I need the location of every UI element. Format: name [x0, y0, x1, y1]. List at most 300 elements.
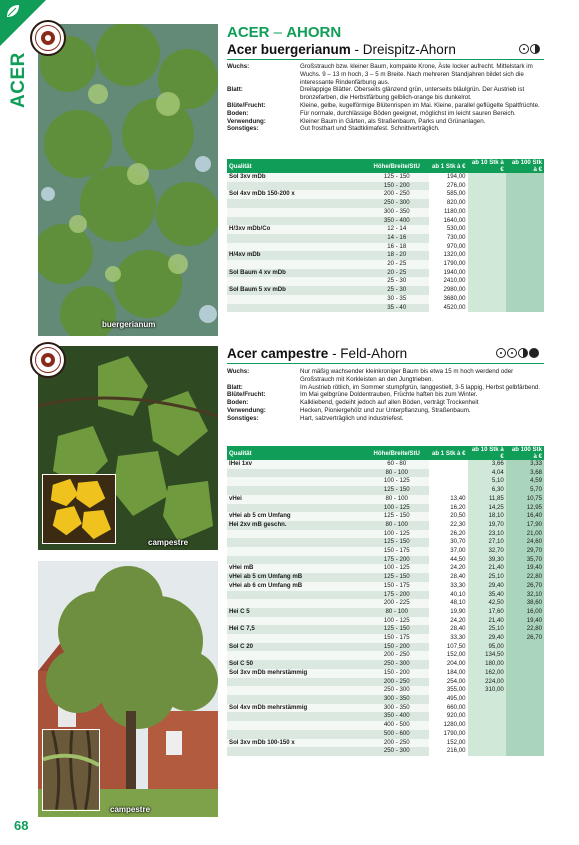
price-1-cell: 28,40: [429, 573, 467, 582]
price-10-cell: 17,60: [468, 608, 506, 617]
price-100-cell: 35,70: [506, 556, 544, 565]
table-row: [227, 260, 544, 269]
price-100-cell: 24,60: [506, 538, 544, 547]
table-row: [227, 608, 544, 617]
quality-cell: vHei: [227, 495, 364, 504]
price-1-cell: 20,50: [429, 512, 467, 521]
quality-cell: Sol 3xv mDb: [227, 173, 364, 182]
table-row: [227, 182, 544, 191]
price-10-cell: [468, 721, 506, 730]
size-cell: 20 - 25: [364, 269, 429, 278]
quality-cell: [227, 504, 364, 513]
half-shade-icon: [518, 348, 528, 358]
price-10-cell: 27,10: [468, 538, 506, 547]
genus-separator: –: [269, 24, 287, 41]
table-row: [227, 573, 544, 582]
quality-cell: [227, 217, 364, 226]
price-1-cell: 4520,00: [429, 304, 467, 313]
description-row: [227, 391, 544, 399]
price-100-cell: [506, 643, 544, 652]
table-row: [227, 512, 544, 521]
price-1-cell: 1790,00: [429, 730, 467, 739]
price-1-cell: 276,00: [429, 182, 467, 191]
quality-cell: [227, 530, 364, 539]
table-row: [227, 660, 544, 669]
price-100-cell: 5,70: [506, 486, 544, 495]
price-1-cell: 22,30: [429, 521, 467, 530]
description-text: Kalkliebend, gedeiht jedoch auf allen Böden, verträgt Trockenheit: [300, 399, 479, 407]
species-name: Acer buergerianum: [227, 42, 351, 57]
price-100-cell: [506, 739, 544, 748]
size-cell: 150 - 200: [364, 669, 429, 678]
size-cell: 14 - 16: [364, 234, 429, 243]
table-row: [227, 286, 544, 295]
quality-cell: [227, 477, 364, 486]
price-10-cell: [468, 269, 506, 278]
price-1-cell: 1280,00: [429, 721, 467, 730]
quality-cell: Sol 4xv mDb 150-200 x: [227, 190, 364, 199]
quality-cell: Sol 4xv mDb mehrstämmig: [227, 704, 364, 713]
table-row: [227, 695, 544, 704]
quality-cell: [227, 277, 364, 286]
quality-cell: vHei ab 5 cm Umfang: [227, 512, 364, 521]
price-10-cell: [468, 243, 506, 252]
table-row: [227, 686, 544, 695]
price-100-cell: [506, 704, 544, 713]
size-cell: 80 - 100: [364, 469, 429, 478]
price-1-cell: 40,10: [429, 591, 467, 600]
price-100-cell: [506, 695, 544, 704]
description-label: Blüte/Frucht:: [227, 391, 266, 399]
quality-cell: Sol Baum 4 xv mDb: [227, 269, 364, 278]
price-1-cell: 2980,00: [429, 286, 467, 295]
description-row: [227, 399, 544, 407]
table-row: [227, 739, 544, 748]
price-1-cell: 37,00: [429, 547, 467, 556]
quality-cell: [227, 208, 364, 217]
quality-cell: [227, 182, 364, 191]
quality-cell: [227, 730, 364, 739]
price-100-cell: 19,40: [506, 617, 544, 626]
size-cell: 100 - 125: [364, 530, 429, 539]
price-100-cell: [506, 234, 544, 243]
description-block: [227, 63, 544, 133]
size-cell: 80 - 100: [364, 521, 429, 530]
photo-buergerianum: [38, 24, 218, 336]
size-cell: 125 - 150: [364, 486, 429, 495]
price-1-cell: 730,00: [429, 234, 467, 243]
price-100-cell: 3,33: [506, 460, 544, 469]
table-row: [227, 225, 544, 234]
description-row: [227, 63, 544, 86]
sun-icon: [496, 348, 506, 358]
table-row: [227, 217, 544, 226]
description-row: [227, 125, 544, 133]
description-text: Kleiner Baum in Gärten, als Straßenbaum, Parks und Grünanlagen.: [300, 117, 486, 125]
quality-cell: H/3xv mDb/Co: [227, 225, 364, 234]
size-cell: 100 - 125: [364, 617, 429, 626]
table-row: [227, 199, 544, 208]
description-row: [227, 86, 544, 102]
size-cell: 80 - 100: [364, 608, 429, 617]
price-10-cell: [468, 739, 506, 748]
price-100-cell: 3,68: [506, 469, 544, 478]
price-10-cell: 25,10: [468, 573, 506, 582]
size-cell: 350 - 400: [364, 217, 429, 226]
price-10-cell: [468, 747, 506, 756]
col-p10: ab 10 Stk à €: [468, 159, 506, 173]
size-cell: 200 - 250: [364, 678, 429, 687]
price-10-cell: [468, 225, 506, 234]
table-row: [227, 730, 544, 739]
description-block: [227, 368, 544, 423]
description-row: [227, 368, 544, 384]
species-title: [227, 346, 407, 361]
description-row: [227, 407, 544, 415]
price-100-cell: 17,90: [506, 521, 544, 530]
price-10-cell: 25,10: [468, 625, 506, 634]
price-1-cell: 585,00: [429, 190, 467, 199]
price-1-cell: 920,00: [429, 712, 467, 721]
description-row: [227, 102, 544, 110]
photo-caption: campestre: [148, 538, 189, 547]
sun-icon: [519, 44, 529, 54]
page-number: 68: [14, 818, 29, 833]
quality-cell: [227, 651, 364, 660]
price-10-cell: [468, 260, 506, 269]
price-1-cell: 204,00: [429, 660, 467, 669]
price-100-cell: 16,00: [506, 608, 544, 617]
description-label: Wuchs:: [227, 368, 250, 375]
size-cell: 125 - 150: [364, 538, 429, 547]
price-100-cell: 4,59: [506, 477, 544, 486]
col-quality: Qualität: [227, 446, 364, 460]
price-1-cell: 19,90: [429, 608, 467, 617]
size-cell: 150 - 200: [364, 643, 429, 652]
size-cell: 25 - 30: [364, 286, 429, 295]
price-10-cell: [468, 712, 506, 721]
quality-cell: [227, 469, 364, 478]
price-10-cell: 23,10: [468, 530, 506, 539]
price-10-cell: 134,50: [468, 651, 506, 660]
col-p1: ab 1 Stk à €: [429, 446, 467, 460]
price-1-cell: 1180,00: [429, 208, 467, 217]
price-100-cell: [506, 277, 544, 286]
quality-cell: [227, 547, 364, 556]
price-10-cell: 180,00: [468, 660, 506, 669]
price-100-cell: [506, 243, 544, 252]
description-label: Blatt:: [227, 383, 243, 391]
size-cell: 500 - 600: [364, 730, 429, 739]
description-text: Im Austrieb rötlich, im Sommer stumpfgrün, langgestielt, 3-5 lappig, Herbst gelbfärbend.: [300, 383, 541, 391]
size-cell: 200 - 225: [364, 599, 429, 608]
price-1-cell: [429, 469, 467, 478]
price-10-cell: [468, 173, 506, 182]
size-cell: 100 - 125: [364, 564, 429, 573]
quality-cell: [227, 243, 364, 252]
price-100-cell: [506, 669, 544, 678]
side-label: [8, 48, 32, 108]
quality-cell: [227, 591, 364, 600]
size-cell: 250 - 300: [364, 660, 429, 669]
size-cell: 30 - 35: [364, 295, 429, 304]
price-100-cell: 10,75: [506, 495, 544, 504]
price-10-cell: [468, 295, 506, 304]
size-cell: 150 - 175: [364, 634, 429, 643]
price-1-cell: 16,20: [429, 504, 467, 513]
table-row: [227, 704, 544, 713]
price-10-cell: [468, 208, 506, 217]
size-cell: 350 - 400: [364, 712, 429, 721]
price-10-cell: [468, 190, 506, 199]
price-100-cell: 26,70: [506, 582, 544, 591]
table-row: [227, 495, 544, 504]
col-size: Höhe/Breite/StU: [364, 159, 429, 173]
size-cell: 100 - 125: [364, 504, 429, 513]
half-shade-icon: [530, 44, 540, 54]
price-100-cell: 16,40: [506, 512, 544, 521]
description-label: Sonstiges:: [227, 414, 259, 422]
quality-cell: [227, 686, 364, 695]
table-row: [227, 504, 544, 513]
size-cell: 100 - 125: [364, 477, 429, 486]
size-cell: 250 - 300: [364, 686, 429, 695]
size-cell: 20 - 25: [364, 260, 429, 269]
price-1-cell: 33,30: [429, 634, 467, 643]
quality-cell: Sol 3xv mDb 100-150 x: [227, 739, 364, 748]
description-label: Boden:: [227, 109, 249, 117]
price-1-cell: 24,20: [429, 617, 467, 626]
col-p10: ab 10 Stk à €: [468, 446, 506, 460]
table-row: [227, 538, 544, 547]
genus-name: ACER: [227, 24, 270, 41]
price-100-cell: 19,40: [506, 564, 544, 573]
description-label: Blüte/Frucht:: [227, 101, 266, 109]
size-cell: 16 - 18: [364, 243, 429, 252]
quality-cell: vHei ab 6 cm Umfang mB: [227, 582, 364, 591]
price-10-cell: 18,10: [468, 512, 506, 521]
price-100-cell: [506, 304, 544, 313]
table-row: [227, 651, 544, 660]
size-cell: 25 - 30: [364, 277, 429, 286]
price-1-cell: 530,00: [429, 225, 467, 234]
quality-cell: [227, 234, 364, 243]
size-cell: 150 - 175: [364, 547, 429, 556]
quality-cell: [227, 599, 364, 608]
price-1-cell: 48,10: [429, 599, 467, 608]
price-100-cell: [506, 712, 544, 721]
price-100-cell: [506, 730, 544, 739]
description-text: Im Mai gelbgrüne Doldentrauben, Früchte haften bis zum Winter.: [300, 391, 478, 399]
price-100-cell: [506, 286, 544, 295]
table-row: [227, 599, 544, 608]
description-label: Boden:: [227, 399, 249, 407]
price-10-cell: 95,00: [468, 643, 506, 652]
price-100-cell: 26,70: [506, 634, 544, 643]
description-label: Sonstiges:: [227, 125, 259, 133]
table-row: [227, 304, 544, 313]
price-1-cell: 107,50: [429, 643, 467, 652]
price-1-cell: 3680,00: [429, 295, 467, 304]
price-100-cell: [506, 217, 544, 226]
table-row: [227, 295, 544, 304]
price-10-cell: 35,40: [468, 591, 506, 600]
price-100-cell: [506, 295, 544, 304]
quality-cell: Hei 2xv mB geschn.: [227, 521, 364, 530]
quality-cell: [227, 721, 364, 730]
description-text: Hart, salzverträglich und industriefest.: [300, 414, 404, 422]
description-label: Verwendung:: [227, 406, 266, 414]
quality-cell: vHei mB: [227, 564, 364, 573]
size-cell: 125 - 150: [364, 512, 429, 521]
photo-campestre-leaves: [38, 346, 218, 550]
table-row: [227, 208, 544, 217]
price-10-cell: [468, 199, 506, 208]
table-row: [227, 747, 544, 756]
table-row: [227, 721, 544, 730]
price-1-cell: 13,40: [429, 495, 467, 504]
price-10-cell: [468, 217, 506, 226]
price-10-cell: 162,00: [468, 669, 506, 678]
price-100-cell: [506, 225, 544, 234]
price-1-cell: 33,30: [429, 582, 467, 591]
description-row: [227, 415, 544, 423]
quality-cell: [227, 538, 364, 547]
shade-icon: [529, 348, 539, 358]
price-1-cell: 152,00: [429, 739, 467, 748]
price-1-cell: 30,70: [429, 538, 467, 547]
sun-icon: [507, 348, 517, 358]
quality-cell: [227, 617, 364, 626]
species-name: Acer campestre: [227, 346, 329, 361]
price-1-cell: 820,00: [429, 199, 467, 208]
description-text: Gut frosthart und Stadtklimafest. Schnittverträglich.: [300, 125, 440, 133]
price-10-cell: 21,40: [468, 564, 506, 573]
price-1-cell: 24,20: [429, 564, 467, 573]
size-cell: 200 - 250: [364, 739, 429, 748]
price-1-cell: 2410,00: [429, 277, 467, 286]
price-10-cell: [468, 182, 506, 191]
table-row: [227, 643, 544, 652]
table-row: [227, 277, 544, 286]
quality-cell: Sol Baum 5 xv mDb: [227, 286, 364, 295]
description-text: Für normale, durchlässige Böden geeignet, möglichst im leicht sauren Bereich.: [300, 109, 516, 117]
species-title: [227, 42, 456, 57]
price-1-cell: 1640,00: [429, 217, 467, 226]
price-100-cell: [506, 686, 544, 695]
table-row: [227, 460, 544, 469]
photo-caption: campestre: [110, 805, 151, 814]
quality-cell: Sol 3xv mDb mehrstämmig: [227, 669, 364, 678]
quality-cell: lHei 1xv: [227, 460, 364, 469]
price-1-cell: 970,00: [429, 243, 467, 252]
description-row: [227, 118, 544, 126]
description-text: Dreilappige Blätter. Oberseits glänzend grün, unterseits bläulgrün. Der Austrieb ist bronzefarben, die Herbstfärbung gelblich-orange bis dunkelrot.: [300, 86, 525, 102]
price-10-cell: 29,40: [468, 634, 506, 643]
price-1-cell: 184,00: [429, 669, 467, 678]
price-1-cell: [429, 486, 467, 495]
quality-cell: [227, 634, 364, 643]
quality-cell: Hei C 5: [227, 608, 364, 617]
size-cell: 200 - 250: [364, 190, 429, 199]
size-cell: 250 - 300: [364, 747, 429, 756]
table-row: [227, 625, 544, 634]
table-row: [227, 173, 544, 182]
description-text: Hecken, Pioniergehölz und zur Unterpflanzung, Straßenbaum.: [300, 406, 471, 414]
table-row: [227, 469, 544, 478]
price-100-cell: [506, 721, 544, 730]
light-requirements: [519, 44, 540, 54]
description-label: Wuchs:: [227, 63, 250, 70]
description-text: Nur mäßig wachsender kleinkroniger Baum bis etwa 15 m hoch werdend oder Großstrauch mit Korkleisten an den Jungtrieben.: [300, 368, 514, 383]
price-100-cell: [506, 747, 544, 756]
price-100-cell: 22,80: [506, 625, 544, 634]
description-text: Großstrauch bzw. kleiner Baum, kompakte Krone, Äste locker aufrecht. Mittelstark im Wuchs. 9 – 13 m hoch, 3 – 5 m Breite. Nach mehreren Standjahren bildet sich die interessante Rindenfärbung aus.: [300, 63, 533, 86]
price-10-cell: [468, 251, 506, 260]
size-cell: 400 - 500: [364, 721, 429, 730]
col-p1: ab 1 Stk à €: [429, 159, 467, 173]
price-1-cell: 1940,00: [429, 269, 467, 278]
table-row: [227, 486, 544, 495]
price-table: [227, 446, 544, 756]
quality-cell: [227, 295, 364, 304]
size-cell: 125 - 150: [364, 573, 429, 582]
price-10-cell: 6,30: [468, 486, 506, 495]
table-row: [227, 190, 544, 199]
divider: [227, 363, 544, 364]
price-10-cell: 11,85: [468, 495, 506, 504]
table-row: [227, 269, 544, 278]
price-10-cell: 32,70: [468, 547, 506, 556]
genus-title: [227, 24, 341, 41]
price-10-cell: 4,04: [468, 469, 506, 478]
price-1-cell: [429, 477, 467, 486]
price-table: [227, 159, 544, 312]
size-cell: 175 - 200: [364, 556, 429, 565]
table-row: [227, 547, 544, 556]
inset-bark: [42, 729, 100, 811]
price-100-cell: 32,10: [506, 591, 544, 600]
price-10-cell: [468, 304, 506, 313]
table-row: [227, 477, 544, 486]
size-cell: 60 - 80: [364, 460, 429, 469]
table-row: [227, 669, 544, 678]
nursery-seal-icon: [30, 342, 66, 378]
price-1-cell: 495,00: [429, 695, 467, 704]
price-100-cell: [506, 651, 544, 660]
size-cell: 18 - 20: [364, 251, 429, 260]
quality-cell: [227, 678, 364, 687]
price-100-cell: [506, 199, 544, 208]
price-1-cell: 44,50: [429, 556, 467, 565]
price-100-cell: [506, 660, 544, 669]
price-10-cell: [468, 730, 506, 739]
price-10-cell: [468, 277, 506, 286]
side-label-text: ACER: [8, 52, 29, 108]
price-1-cell: 1320,00: [429, 251, 467, 260]
price-10-cell: 21,40: [468, 617, 506, 626]
quality-cell: H/4xv mDb: [227, 251, 364, 260]
table-row: [227, 617, 544, 626]
price-10-cell: 42,50: [468, 599, 506, 608]
size-cell: 150 - 175: [364, 582, 429, 591]
table-row: [227, 634, 544, 643]
size-cell: 250 - 300: [364, 199, 429, 208]
nursery-seal-icon: [30, 20, 66, 56]
inset-autumn-leaves: [42, 474, 116, 544]
price-10-cell: [468, 704, 506, 713]
description-row: [227, 110, 544, 118]
